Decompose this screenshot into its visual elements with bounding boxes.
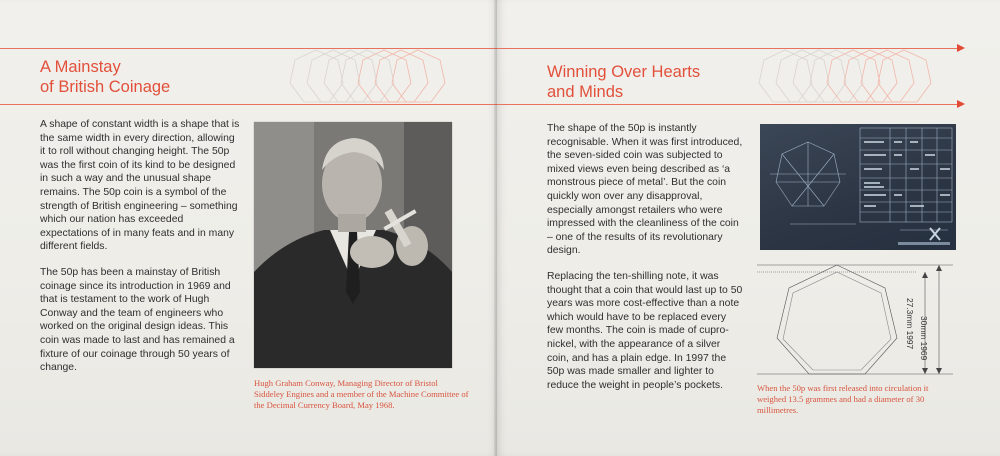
top-rule-arrow	[957, 44, 965, 52]
photo-caption: Hugh Graham Conway, Managing Director of Bristol Siddeley Engines and a member of the Machine Committee of the Decimal Currency Board, May 1968.	[254, 378, 469, 410]
diagram-caption: When the 50p was first released into circulation it weighed 13.5 grammes and had a diameter of 30 millimetres.	[757, 383, 929, 415]
left-page	[0, 0, 497, 456]
coin-size-diagram	[757, 258, 957, 378]
left-heading-line1: A Mainstay	[40, 58, 121, 76]
bottom-rule-arrow	[957, 100, 965, 108]
dimension-label-1969: 30mm 1969	[919, 316, 929, 361]
left-paragraph-1: A shape of constant width is a shape that is the same width in every direction, allowing it to roll without changing height. The 50p was the first coin of its kind to be designed in such a way and the unusual shape remains. The 50p coin is a symbol of the strength of British engineering – something which our nation has exceeded expectations of in many feats and in many different fields.	[40, 119, 240, 253]
bottom-rule-right	[497, 104, 959, 105]
right-body	[547, 122, 745, 404]
right-heading-line2: and Minds	[547, 83, 624, 101]
left-paragraph-2: The 50p has been a mainstay of British coinage since its introduction in 1969 and that is testament to the work of Hugh Conway and the team of engineers who worked on the original design ideas. This coin was made to last and has remained a fixture of our coinage through 50 years of change.	[40, 266, 235, 374]
left-heading	[40, 57, 170, 97]
top-rule-left	[0, 48, 497, 49]
left-body	[40, 118, 242, 387]
dimension-label-1997: 27.3mm 1997	[905, 298, 915, 350]
right-heading	[547, 62, 700, 102]
right-paragraph-2: Replacing the ten-shilling note, it was thought that a coin that would last up to 50 years was more cost-effective than a note which would have to be replaced every few months. The coin is made of cupro-nickel, with the appearance of a silver coin, and has a plain edge. In 1997 the 50p was made smaller and lighter to reduce the weight in people’s pockets.	[547, 270, 743, 391]
blueprint-drawing	[760, 124, 956, 250]
conway-photo	[254, 122, 452, 368]
top-rule-right	[497, 48, 959, 49]
left-heading-line2: of British Coinage	[40, 78, 171, 96]
right-paragraph-1: The shape of the 50p is instantly recognisable. When it was first introduced, the seven-sided coin was subjected to mixed views even being described as ‘a monstrous piece of metal’. But the coin quickly won over any disapproval, especially amongst retailers who were impressed with the cleanliness of the coin – one of the results of its revolutionary design.	[547, 123, 743, 257]
bottom-rule-left	[0, 104, 497, 105]
right-heading-line1: Winning Over Hearts	[547, 63, 701, 81]
